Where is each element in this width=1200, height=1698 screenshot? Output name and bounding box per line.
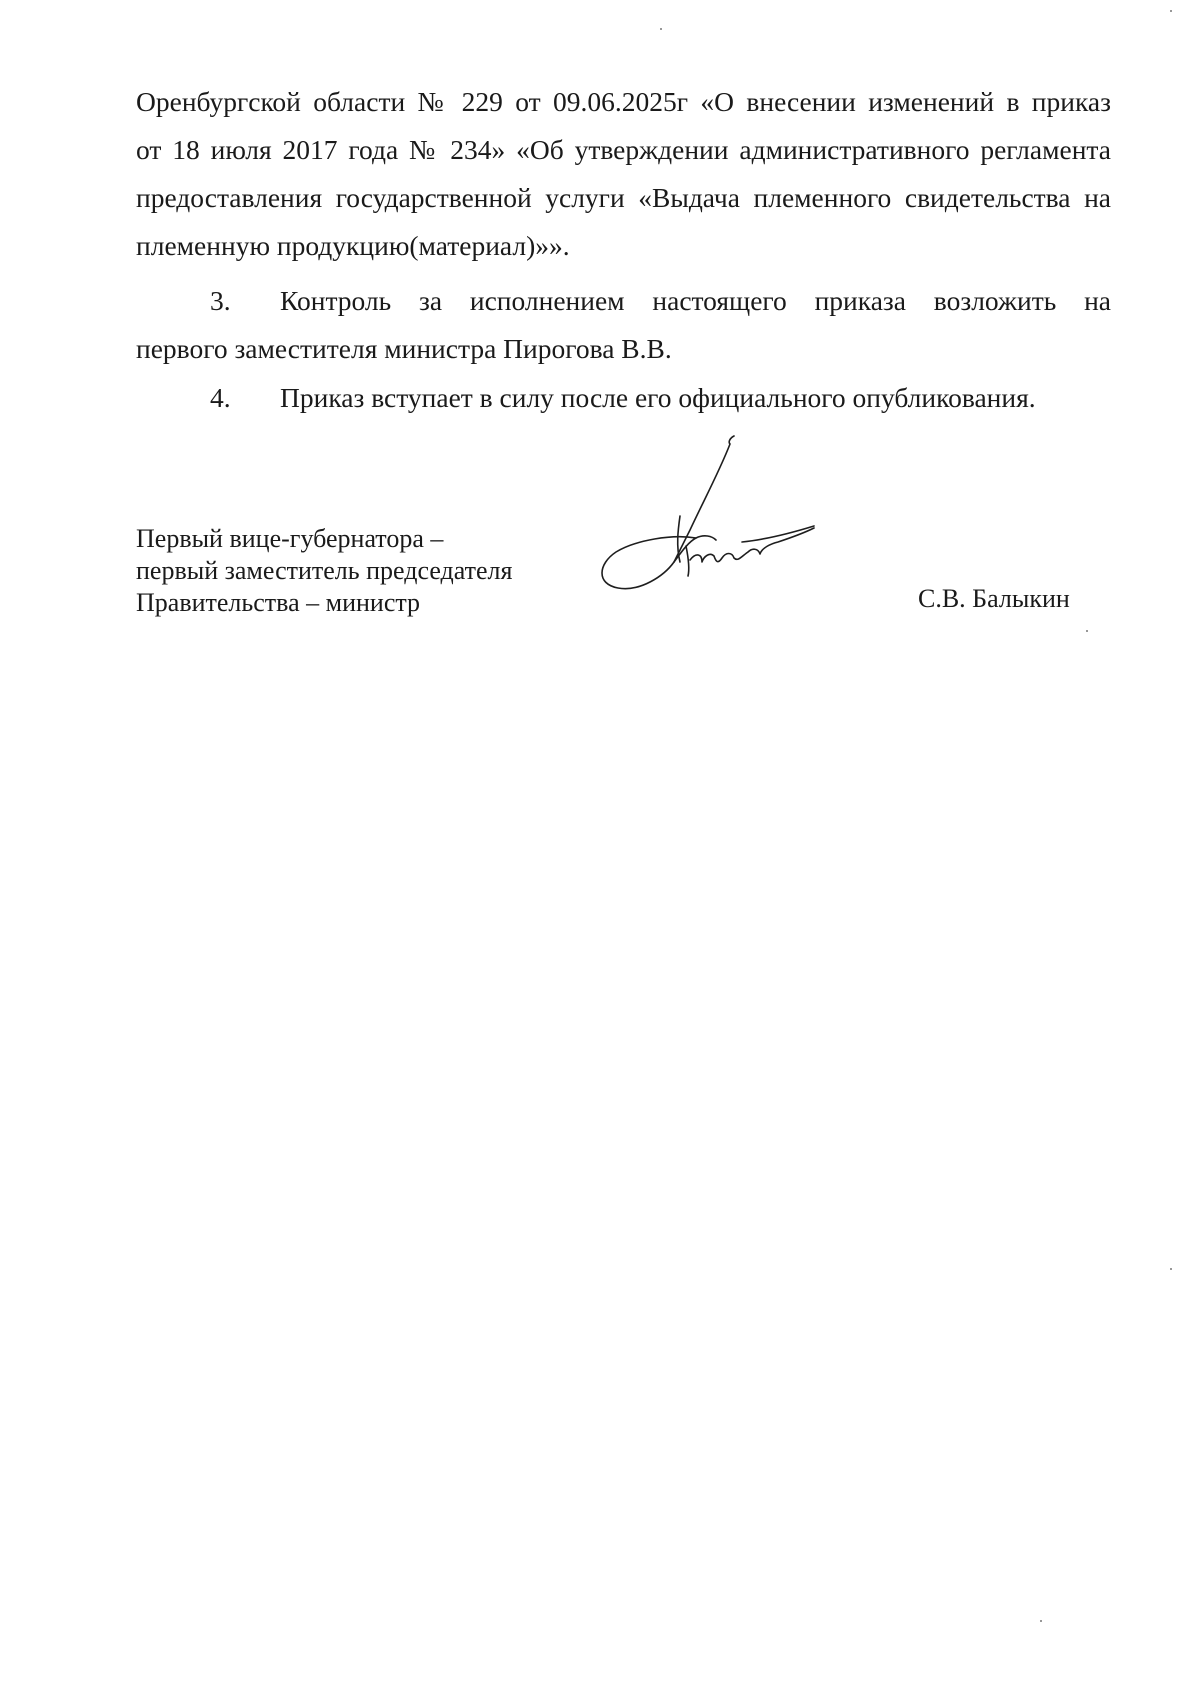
scan-speck [1170,10,1172,12]
item-number: 3. [210,285,231,316]
signatory-name: С.В. Балыкин [918,584,1070,613]
intro-paragraph [136,78,1111,270]
position-line-1: Первый вице-губернатора – [136,524,444,553]
scan-speck [660,28,662,30]
item-number: 4. [210,382,231,413]
position-line-2: первый заместитель председателя [136,556,513,585]
list-item-4 [136,374,1111,422]
scan-speck [1040,1620,1042,1622]
scan-speck [1170,1268,1172,1270]
item-first-line: Контроль за исполнением настоящего приказа возложить на [280,285,1111,316]
item-first-line: Приказ вступает в силу после его официального опубликования. [280,382,1036,413]
intro-line-2: от 18 июля 2017 года № 234» «Об утверждении административного регламента [136,134,1111,165]
signatory-position [136,523,512,619]
scan-speck [1086,630,1088,632]
position-line-3: Правительства – министр [136,588,421,617]
list-item-3 [136,277,1111,373]
item-continuation: первого заместителя министра Пирогова В.В. [136,333,672,364]
handwritten-signature [592,430,822,600]
intro-line-3: предоставления государственной услуги «Выдача племенного свидетельства на [136,182,1111,213]
intro-line-1: Оренбургской области № 229 от 09.06.2025г «О внесении изменений в приказ [136,86,1111,117]
intro-line-4: племенную продукцию(материал)»». [136,230,570,261]
